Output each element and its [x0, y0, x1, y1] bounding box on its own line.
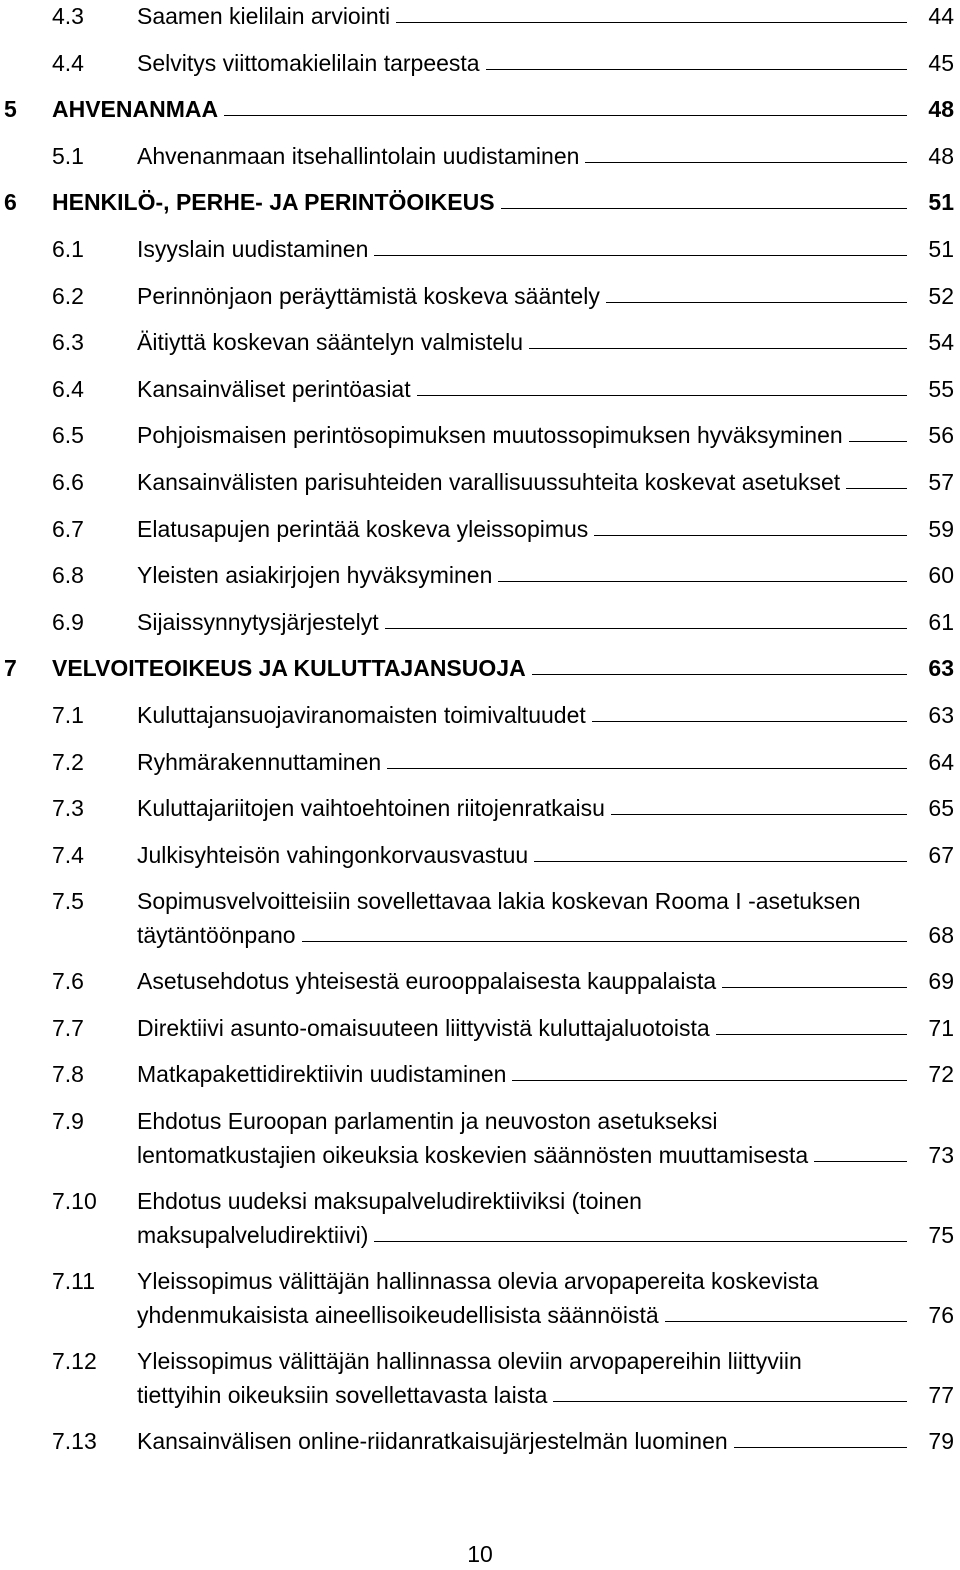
toc-page: 60 — [928, 562, 954, 589]
toc-page: 77 — [928, 1382, 954, 1409]
leader-line — [385, 628, 907, 629]
toc-number: 6.6 — [52, 468, 84, 495]
leader-line — [594, 535, 907, 536]
toc-entry[interactable] — [0, 466, 960, 513]
toc-title: Sijaissynnytysjärjestelyt — [137, 608, 379, 635]
toc-title: Kuluttajariitojen vaihtoehtoinen riitojenratkaisu — [137, 795, 605, 822]
toc-page: 48 — [928, 142, 954, 169]
toc-number: 6.5 — [52, 422, 84, 449]
toc-title-continued: maksupalveludirektiivi) — [137, 1222, 369, 1249]
toc-entry[interactable] — [0, 233, 960, 280]
toc-number: 7.11 — [52, 1268, 96, 1295]
leader-line — [486, 69, 907, 70]
toc-number: 5.1 — [52, 142, 84, 169]
toc-number: 6.8 — [52, 562, 84, 589]
toc-number: 6.9 — [52, 608, 84, 635]
toc-title: Kansainväliset perintöasiat — [137, 375, 411, 402]
toc-title: Perinnönjaon peräyttämistä koskeva sääntely — [137, 282, 600, 309]
toc-title: Ehdotus uudeksi maksupalveludirektiiviksi (toinen — [137, 1188, 642, 1215]
toc-page: 75 — [928, 1222, 954, 1249]
toc-page: 64 — [928, 748, 954, 775]
leader-line — [553, 1401, 907, 1402]
leader-line — [716, 1034, 907, 1035]
toc-entry[interactable] — [0, 0, 960, 47]
toc-title: HENKILÖ-, PERHE- JA PERINTÖOIKEUS — [52, 189, 495, 216]
page-number: 10 — [467, 1541, 493, 1567]
toc-title: Kansainvälisten parisuhteiden varallisuussuhteita koskevat asetukset — [137, 468, 841, 495]
toc-entry[interactable] — [0, 140, 960, 187]
toc-page: 54 — [928, 329, 954, 356]
toc-page: 72 — [928, 1061, 954, 1088]
toc-title-continued: täytäntöönpano — [137, 922, 296, 949]
leader-line — [606, 302, 907, 303]
toc-page: 55 — [928, 375, 954, 402]
toc-number: 5 — [4, 96, 17, 123]
leader-line — [387, 768, 907, 769]
leader-line — [722, 987, 907, 988]
leader-line — [498, 581, 907, 582]
toc-title-continued: tiettyihin oikeuksiin sovellettavasta laista — [137, 1382, 548, 1409]
toc-title: Ehdotus Euroopan parlamentin ja neuvoston asetukseksi — [137, 1108, 718, 1135]
toc-number: 4.3 — [52, 3, 84, 29]
toc-number: 6.3 — [52, 329, 84, 356]
toc-number: 7.3 — [52, 795, 84, 822]
leader-line — [302, 941, 907, 942]
toc-title: Matkapakettidirektiivin uudistaminen — [137, 1061, 507, 1088]
toc-title: Julkisyhteisön vahingonkorvausvastuu — [137, 841, 529, 868]
toc-title: VELVOITEOIKEUS JA KULUTTAJANSUOJA — [52, 655, 526, 682]
leader-line — [846, 488, 907, 489]
toc-page: 68 — [928, 922, 954, 949]
toc-title: Selvitys viittomakielilain tarpeesta — [137, 49, 480, 76]
toc-number: 7.13 — [52, 1428, 97, 1455]
leader-line — [734, 1447, 907, 1448]
toc-entry[interactable] — [0, 280, 960, 327]
toc-entry[interactable] — [0, 1345, 960, 1425]
toc-page: 51 — [928, 189, 954, 216]
toc-title: Yleisten asiakirjojen hyväksyminen — [137, 562, 493, 589]
toc-number: 7 — [4, 655, 17, 682]
toc-page: 63 — [928, 655, 954, 682]
toc-title-continued: yhdenmukaisista aineellisoikeudellisista säännöistä — [137, 1302, 659, 1329]
toc-chapter[interactable] — [0, 652, 960, 699]
toc-entry[interactable] — [0, 47, 960, 94]
toc-page: 56 — [928, 422, 954, 449]
toc-entry[interactable] — [0, 1185, 960, 1265]
toc-chapter[interactable] — [0, 186, 960, 233]
toc-page: 61 — [928, 608, 954, 635]
toc-title: Ryhmärakennuttaminen — [137, 748, 382, 775]
toc-number: 4.4 — [52, 49, 84, 76]
leader-line — [529, 348, 907, 349]
toc-entry[interactable] — [0, 965, 960, 1012]
toc-page: 73 — [928, 1142, 954, 1169]
leader-line — [592, 721, 907, 722]
leader-line — [585, 162, 907, 163]
toc-entry[interactable] — [0, 326, 960, 373]
toc-number: 7.6 — [52, 968, 84, 995]
toc-entry[interactable] — [0, 606, 960, 653]
toc-title: Direktiivi asunto-omaisuuteen liittyvistä kuluttajaluotoista — [137, 1014, 710, 1041]
toc-title: Asetusehdotus yhteisestä eurooppalaisesta kauppalaista — [137, 968, 717, 995]
toc-number: 7.4 — [52, 841, 84, 868]
toc-title: Äitiyttä koskevan sääntelyn valmistelu — [137, 329, 524, 356]
toc-title: Elatusapujen perintää koskeva yleissopimus — [137, 515, 589, 542]
toc-entry[interactable] — [0, 419, 960, 466]
leader-line — [512, 1080, 907, 1081]
toc-number: 7.2 — [52, 748, 84, 775]
toc-number: 7.8 — [52, 1061, 84, 1088]
toc-entry[interactable] — [0, 885, 960, 965]
toc-page: 71 — [928, 1014, 954, 1041]
toc-entry[interactable] — [0, 513, 960, 560]
toc-number: 7.5 — [52, 888, 84, 915]
toc-title: Ahvenanmaan itsehallintolain uudistaminen — [137, 142, 580, 169]
toc-number: 7.9 — [52, 1108, 84, 1135]
leader-line — [374, 1241, 907, 1242]
toc-page: 57 — [928, 468, 954, 495]
toc-number: 7.10 — [52, 1188, 97, 1215]
toc-number: 7.1 — [52, 701, 84, 728]
toc-entry[interactable] — [0, 1425, 960, 1472]
leader-line — [396, 22, 907, 23]
leader-line — [224, 115, 907, 116]
toc-page: 67 — [928, 841, 954, 868]
toc-entry[interactable] — [0, 839, 960, 886]
toc-page: 79 — [928, 1428, 954, 1455]
toc-title: Isyyslain uudistaminen — [137, 235, 369, 262]
toc-title-continued: lentomatkustajien oikeuksia koskevien säännösten muuttamisesta — [137, 1142, 809, 1169]
toc-page: 44 — [928, 3, 954, 29]
toc-title: AHVENANMAA — [52, 96, 219, 123]
toc-entry[interactable] — [0, 699, 960, 746]
toc-entry[interactable] — [0, 1058, 960, 1105]
leader-line — [665, 1321, 907, 1322]
toc-number: 6.1 — [52, 235, 84, 262]
toc-chapter[interactable] — [0, 93, 960, 140]
leader-line — [534, 861, 907, 862]
toc-entry[interactable] — [0, 373, 960, 420]
toc-title: Yleissopimus välittäjän hallinnassa oleviin arvopapereihin liittyviin — [137, 1348, 802, 1375]
toc-number: 6 — [4, 189, 17, 216]
toc-entry[interactable] — [0, 1265, 960, 1345]
toc-number: 6.7 — [52, 515, 84, 542]
toc-title: Kuluttajansuojaviranomaisten toimivaltuudet — [137, 701, 586, 728]
leader-line — [611, 814, 907, 815]
toc-title: Saamen kielilain arviointi — [137, 3, 391, 29]
leader-line — [501, 208, 907, 209]
toc-entry[interactable] — [0, 792, 960, 839]
leader-line — [849, 441, 907, 442]
toc-page: 52 — [928, 282, 954, 309]
toc-number: 7.12 — [52, 1348, 97, 1375]
toc-page: 59 — [928, 515, 954, 542]
toc-number: 6.4 — [52, 375, 84, 402]
toc-title: Yleissopimus välittäjän hallinnassa olevia arvopapereita koskevista — [137, 1268, 819, 1295]
toc-entry[interactable] — [0, 1012, 960, 1059]
toc-page: 65 — [928, 795, 954, 822]
toc-page: 48 — [928, 96, 954, 123]
toc-title: Pohjoismaisen perintösopimuksen muutossopimuksen hyväksyminen — [137, 422, 843, 449]
toc-number: 7.7 — [52, 1014, 84, 1041]
toc-page: 63 — [928, 701, 954, 728]
toc-page: 76 — [928, 1302, 954, 1329]
leader-line — [374, 255, 907, 256]
toc-page: 51 — [928, 235, 954, 262]
leader-line — [814, 1161, 907, 1162]
toc-page: 69 — [928, 968, 954, 995]
toc-title: Kansainvälisen online-riidanratkaisujärjestelmän luominen — [137, 1428, 728, 1455]
toc-entry[interactable] — [0, 1105, 960, 1185]
leader-line — [532, 674, 907, 675]
toc-entry[interactable] — [0, 746, 960, 793]
toc-title: Sopimusvelvoitteisiin sovellettavaa lakia koskevan Rooma I -asetuksen — [137, 888, 861, 915]
leader-line — [417, 395, 907, 396]
toc-number: 6.2 — [52, 282, 84, 309]
toc-entry[interactable] — [0, 559, 960, 606]
toc-page: 45 — [928, 49, 954, 76]
